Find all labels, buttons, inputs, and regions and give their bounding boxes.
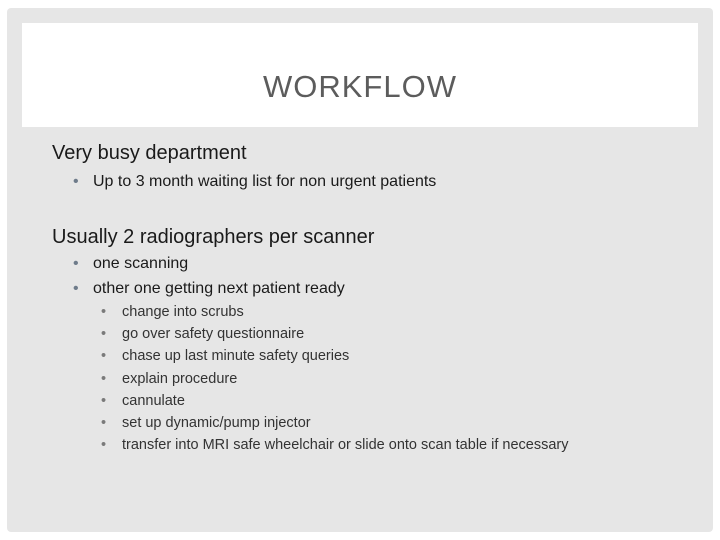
slide-content bbox=[7, 8, 713, 532]
sub-bullet-text: cannulate bbox=[122, 393, 185, 409]
section-heading: Very busy department bbox=[52, 142, 247, 164]
slide bbox=[7, 8, 713, 532]
bullet-icon: • bbox=[73, 280, 79, 297]
sub-bullet-text: transfer into MRI safe wheelchair or slide onto scan table if necessary bbox=[122, 437, 569, 453]
sub-bullet-text: set up dynamic/pump injector bbox=[122, 415, 311, 431]
sub-bullet-item bbox=[101, 348, 349, 364]
sub-bullet-text: explain procedure bbox=[122, 371, 238, 387]
bullet-text: one scanning bbox=[93, 255, 189, 272]
bullet-icon: • bbox=[101, 371, 107, 387]
sub-bullet-item bbox=[101, 415, 311, 431]
sub-bullet-item bbox=[101, 393, 185, 409]
sub-bullet-text: chase up last minute safety queries bbox=[122, 348, 350, 364]
sub-bullet-text: go over safety questionnaire bbox=[122, 326, 305, 342]
bullet-icon: • bbox=[101, 326, 107, 342]
bullet-icon: • bbox=[101, 304, 107, 320]
bullet-icon: • bbox=[101, 415, 107, 431]
sub-bullet-text: change into scrubs bbox=[122, 304, 244, 320]
bullet-icon: • bbox=[73, 173, 79, 190]
bullet-text: other one getting next patient ready bbox=[93, 280, 345, 297]
bullet-item bbox=[73, 255, 188, 273]
bullet-item bbox=[73, 173, 436, 191]
sub-bullet-item bbox=[101, 437, 569, 453]
slide-title: WORKFLOW bbox=[263, 69, 457, 104]
section-heading: Usually 2 radiographers per scanner bbox=[52, 226, 375, 248]
sub-bullet-item bbox=[101, 371, 237, 387]
sub-bullet-item bbox=[101, 326, 304, 342]
bullet-text: Up to 3 month waiting list for non urgent patients bbox=[93, 173, 437, 190]
bullet-icon: • bbox=[101, 348, 107, 364]
sub-bullet-item bbox=[101, 304, 244, 320]
bullet-item bbox=[73, 280, 345, 298]
bullet-icon: • bbox=[73, 255, 79, 272]
bullet-icon: • bbox=[101, 437, 107, 453]
bullet-icon: • bbox=[101, 393, 107, 409]
